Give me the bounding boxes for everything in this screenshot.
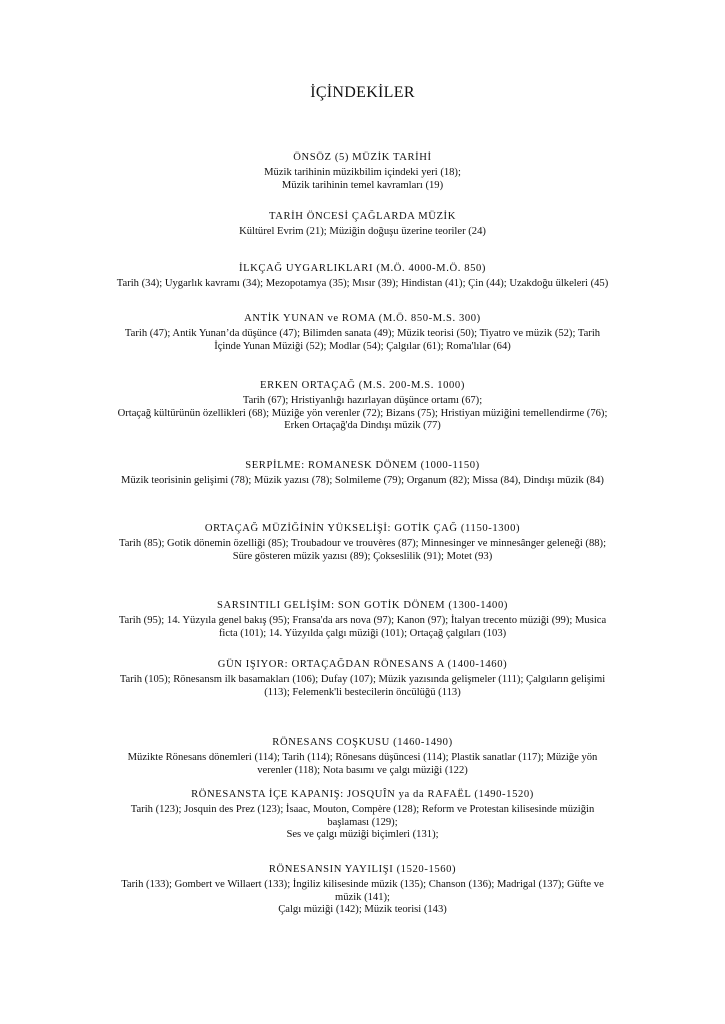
section-line: Erken Ortaçağ'da Dindışı müzik (77)	[284, 420, 441, 432]
section-heading: SERPİLME: ROMANESK DÖNEM (1000-1150)	[245, 460, 480, 471]
toc-section-ilkcag	[80, 262, 645, 291]
section-line: Müzik teorisinin gelişimi (78); Müzik yazısı (78); Solmileme (79); Organum (82); Missa (84), Dindışı müzik (84)	[121, 475, 604, 486]
section-line: Müzik tarihinin müzikbilim içindeki yeri (18);	[264, 167, 461, 178]
section-heading: İLKÇAĞ UYGARLIKLARI (M.Ö. 4000-M.Ö. 850)	[238, 263, 487, 274]
section-line: Tarih (34); Uygarlık kavramı (34); Mezopotamya (35); Mısır (39); Hindistan (41); Çin (44); Uzakdoğu ülkeleri (45)	[116, 278, 609, 289]
section-heading: ERKEN ORTAÇAĞ (M.S. 200-M.S. 1000)	[260, 380, 465, 391]
toc-section-son-gotik	[80, 599, 645, 640]
toc-section-ice-kapanis	[80, 788, 645, 842]
section-line: Ses ve çalgı müziği biçimleri (131);	[286, 829, 439, 841]
section-line: Çalgı müziği (142); Müzik teorisi (143)	[278, 904, 447, 916]
section-line: Tarih (47); Antik Yunan’da düşünce (47); Bilimden sanata (49); Müzik teorisi (50); Tiyatro ve müzik (52); Tarih	[124, 328, 601, 339]
section-heading: ANTİK YUNAN ve ROMA (M.Ö. 850-M.S. 300)	[244, 313, 481, 324]
section-line: Tarih (95); 14. Yüzyıla genel bakış (95); Fransa'da ars nova (97); Kanon (97); İtalyan trecento müziği (99); Musica	[118, 615, 607, 626]
toc-section-antik-yunan	[80, 312, 645, 353]
section-line: Tarih (85); Gotik dönemin özelliği (85); Troubadour ve trouvères (87); Minnesinger ve minnesânger geleneği (88);	[118, 538, 607, 549]
section-line: Müzikte Rönesans dönemleri (114); Tarih (114); Rönesans düşüncesi (114); Plastik sanatlar (117); Müziğe yön	[127, 752, 598, 763]
section-heading: RÖNESANS COŞKUSU (1460-1490)	[272, 737, 453, 748]
toc-section-erken-ortacag	[80, 379, 645, 433]
section-heading: ORTAÇAĞ MÜZİĞİNİN YÜKSELİŞİ: GOTİK ÇAĞ (1150-1300)	[204, 523, 521, 534]
section-line: (113); Felemenk'li bestecilerin öncülüğü (113)	[264, 686, 461, 698]
section-line: İçinde Yunan Müziği (52); Modlar (54); Çalgılar (61); Roma'lılar (64)	[214, 340, 511, 352]
toc-section-yayilis	[80, 863, 645, 917]
section-line: müzik (141);	[334, 891, 391, 903]
toc-section-onsoz	[80, 151, 645, 192]
section-line: Ortaçağ kültürünün özellikleri (68); Müziğe yön verenler (72); Bizans (75); Hristiyan müziğini temellendirme (76);	[117, 407, 608, 419]
toc-section-ronesans-coskusu	[80, 736, 645, 777]
section-heading: ÖNSÖZ (5) MÜZİK TARİHİ	[293, 152, 432, 163]
section-heading: RÖNESANSTA İÇE KAPANIŞ: JOSQUÎN ya da RAFAËL (1490-1520)	[191, 789, 534, 800]
section-heading: TARİH ÖNCESİ ÇAĞLARDA MÜZİK	[269, 211, 456, 222]
section-line: başlaması (129);	[327, 816, 398, 828]
section-line: Tarih (133); Gombert ve Willaert (133); İngiliz kilisesinde müzik (135); Chanson (136); Madrigal (137); Güfte ve	[121, 879, 604, 890]
section-line: Süre gösteren müzik yazısı (89); Çokseslilik (91); Motet (93)	[232, 550, 493, 562]
section-line: Tarih (67); Hristiyanlığı hazırlayan düşünce ortamı (67);	[242, 395, 483, 406]
section-line: Tarih (123); Josquin des Prez (123); İsaac, Mouton, Compère (128); Reform ve Protestan kilisesinde müziğin	[130, 804, 595, 815]
toc-section-tarih-oncesi	[80, 210, 645, 239]
section-heading: GÜN IŞIYOR: ORTAÇAĞDAN RÖNESANS A (1400-1460)	[217, 659, 508, 670]
section-line: Müzik tarihinin temel kavramları (19)	[281, 179, 444, 191]
section-line: Kültürel Evrim (21); Müziğin doğuşu üzerine teoriler (24)	[239, 226, 486, 237]
section-line: Tarih (105); Rönesansm ilk basamakları (106); Dufay (107); Müzik yazısında gelişmeler (111); Çalgıların gelişimi	[119, 674, 606, 685]
toc-section-romanesk	[80, 459, 645, 488]
section-line: verenler (118); Nota basımı ve çalgı müziği (122)	[257, 764, 468, 776]
toc-section-gotik	[80, 522, 645, 563]
toc-section-gun-isiyor	[80, 658, 645, 699]
section-heading: SARSINTILI GELİŞİM: SON GOTİK DÖNEM (1300-1400)	[217, 600, 508, 611]
section-line: ficta (101); 14. Yüzyılda çalgı müziği (101); Ortaçağ çalgıları (103)	[218, 627, 507, 639]
section-heading: RÖNESANSIN YAYILIŞI (1520-1560)	[268, 864, 457, 875]
page-title: İÇİNDEKİLER	[310, 84, 415, 101]
